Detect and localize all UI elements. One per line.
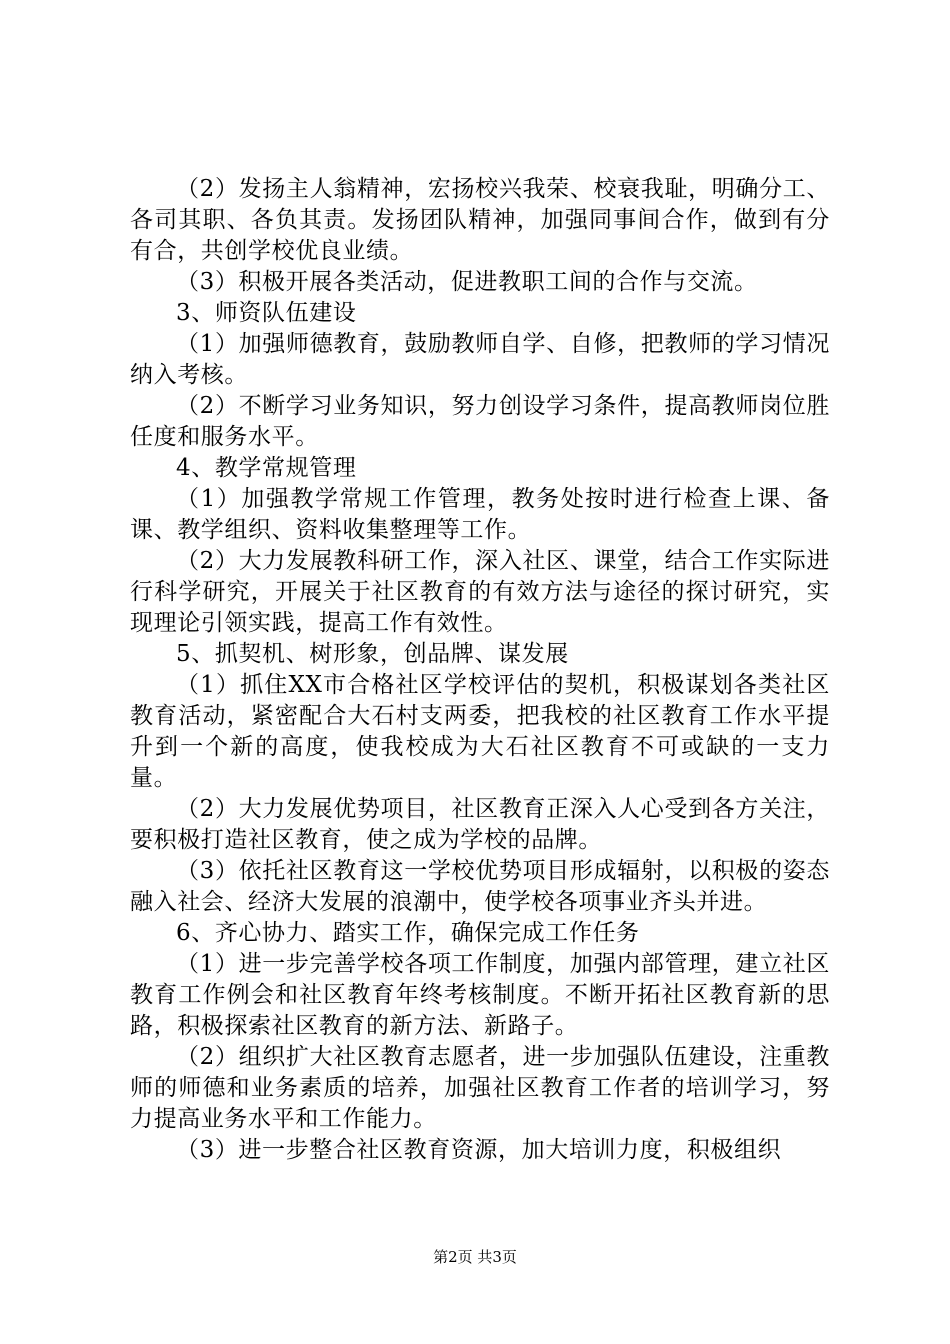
section-heading-teaching: 4、教学常规管理: [176, 455, 357, 481]
document-body: [130, 174, 830, 1166]
paragraph-teacher-skills: （2）不断学习业务知识，努力创设学习条件，提高教师岗位胜任度和服务水平。: [130, 393, 830, 450]
paragraph-volunteers: （2）组织扩大社区教育志愿者，进一步加强队伍建设，注重教师的师德和业务素质的培养，加强社区教育工作者的培训学习，努力提高业务水平和工作能力。: [130, 1044, 830, 1132]
paragraph-2-spirit: （2）发扬主人翁精神，宏扬校兴我荣、校衰我耻，明确分工、各司其职、各负其责。发扬团队精神，加强同事间合作，做到有分有合，共创学校优良业绩。: [130, 176, 830, 264]
page-number: 第2页 共3页: [433, 1248, 517, 1266]
paragraph-teaching-management: （1）加强教学常规工作管理，教务处按时进行检查上课、备课、教学组织、资料收集整理等工作。: [130, 486, 830, 543]
paragraph-opportunity: （1）抓住XX市合格社区学校评估的契机，积极谋划各类社区教育活动，紧密配合大石村支两委，把我校的社区教育工作水平提升到一个新的高度，使我校成为大石社区教育不可或缺的一支力量。: [130, 672, 830, 791]
paragraph-system: （1）进一步完善学校各项工作制度，加强内部管理，建立社区教育工作例会和社区教育年终考核制度。不断开拓社区教育新的思路，积极探索社区教育的新方法、新路子。: [130, 951, 830, 1039]
section-heading-teachers: 3、师资队伍建设: [176, 300, 357, 326]
paragraph-advantage-projects: （2）大力发展优势项目，社区教育正深入人心受到各方关注，要积极打造社区教育，使之成为学校的品牌。: [130, 796, 830, 853]
paragraph-teacher-ethics: （1）加强师德教育，鼓励教师自学、自修，把教师的学习情况纳入考核。: [130, 331, 830, 388]
section-heading-tasks: 6、齐心协力、踏实工作，确保完成工作任务: [176, 920, 640, 946]
paragraph-radiation: （3）依托社区教育这一学校优势项目形成辐射，以积极的姿态融入社会、经济大发展的浪潮中，使学校各项事业齐头并进。: [130, 858, 830, 915]
paragraph-research: （2）大力发展教科研工作，深入社区、课堂，结合工作实际进行科学研究，开展关于社区教育的有效方法与途径的探讨研究，实现理论引领实践，提高工作有效性。: [130, 548, 830, 636]
paragraph-3-activities: （3）积极开展各类活动，促进教职工间的合作与交流。: [176, 269, 758, 295]
section-heading-brand: 5、抓契机、树形象，创品牌、谋发展: [176, 641, 569, 667]
paragraph-resources: （3）进一步整合社区教育资源，加大培训力度，积极组织: [176, 1137, 782, 1163]
